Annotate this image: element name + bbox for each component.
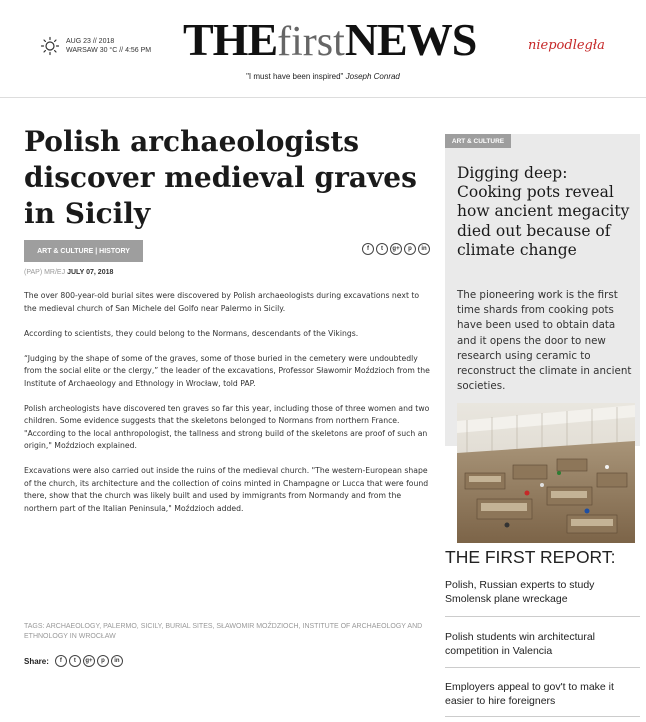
featured-category-tag[interactable]: ART & CULTURE xyxy=(445,134,511,148)
article-body xyxy=(24,290,434,528)
tagline-quote: "I must have been inspired" xyxy=(246,72,344,81)
tagline-author: Joseph Conrad xyxy=(345,72,400,81)
article-category-tag[interactable]: ART & CULTURE | HISTORY xyxy=(24,240,143,262)
article-paragraph: Polish archeologists have discovered ten graves so far this year, including those of three women and two children. Some evidence suggests that the skeletons belonged to Normans from northern France. "According to the local anthropologist, the tallness and strong build of the skeletons are proof of such an origin," Moździoch explained. xyxy=(24,403,430,450)
pinterest-icon[interactable]: p xyxy=(97,655,109,667)
report-link-3[interactable]: Employers appeal to gov't to make it easier to hire foreigners xyxy=(445,681,614,707)
sun-icon xyxy=(40,36,60,56)
logo-news: NEWS xyxy=(344,14,477,65)
twitter-icon[interactable]: t xyxy=(376,243,388,255)
share-bar-bottom xyxy=(24,655,123,667)
facebook-icon[interactable]: f xyxy=(55,655,67,667)
report-divider xyxy=(445,716,640,717)
article-paragraph: According to scientists, they could belong to the Normans, descendants of the Vikings. xyxy=(24,328,359,338)
article-source: (PAP) MR/EJ xyxy=(24,269,66,276)
article-paragraph: The over 800-year-old burial sites were discovered by Polish archaeologists during excavations next to the medieval church of San Michele del Golfo near Palermo in Sicily. xyxy=(24,291,420,313)
article-paragraph: Excavations were also carried out inside the ruins of the medieval church. "The western-European shape of the church, its architecture and the collection of coins minted in Champagne or Lucca that were found there, show that the church was likely built and used by immigrants from Normandy and from the northern part of the Italian Peninsula," Moździoch added. xyxy=(24,466,429,513)
google-plus-icon[interactable]: g+ xyxy=(390,243,402,255)
site-header xyxy=(0,0,646,98)
article-title: Polish archaeologists discover medieval graves in Sicily xyxy=(24,125,417,230)
report-divider xyxy=(445,616,640,617)
facebook-icon[interactable]: f xyxy=(362,243,374,255)
weather-date: AUG 23 // 2018 xyxy=(66,38,115,45)
niepodlegla-signature-logo[interactable]: niepodległa xyxy=(528,38,605,53)
article-date: JULY 07, 2018 xyxy=(67,269,114,276)
pinterest-icon[interactable]: p xyxy=(404,243,416,255)
first-report-heading: THE FIRST REPORT: xyxy=(445,547,616,567)
google-plus-icon[interactable]: g+ xyxy=(83,655,95,667)
article-paragraph: “Judging by the shape of some of the graves, some of those buried in the cemetery were undoubtedly from the social elite or the clergy,” the leader of the excavations, Professor Sławomir Moździoch from the Institute of Archaeology and Ethnology in Wrocław, told PAP. xyxy=(24,353,430,388)
tagline xyxy=(0,72,646,81)
linkedin-icon[interactable]: in xyxy=(418,243,430,255)
featured-story-summary: The pioneering work is the first time shards from cooking pots have been used to obtain data and it opens the door to new research using ceramic to reconstruct the climate in ancient societies. xyxy=(457,289,632,393)
share-icons-top xyxy=(362,243,430,255)
logo-the: THE xyxy=(183,14,278,65)
site-logo[interactable] xyxy=(183,15,476,65)
report-divider xyxy=(445,667,640,668)
weather-conditions: WARSAW 30 °C // 4:56 PM xyxy=(66,47,152,54)
article-tags[interactable]: TAGS: ARCHAEOLOGY, PALERMO, SICILY, BURIAL SITES, SŁAWOMIR MOŹDZIOCH, INSTITUTE OF ARCHAEOLOGY AND ETHNOLOGY IN WROCŁAW xyxy=(24,623,423,640)
weather-widget xyxy=(40,36,151,56)
twitter-icon[interactable]: t xyxy=(69,655,81,667)
report-link-2[interactable]: Polish students win architectural competition in Valencia xyxy=(445,631,595,657)
linkedin-icon[interactable]: in xyxy=(111,655,123,667)
report-link-1[interactable]: Polish, Russian experts to study Smolensk plane wreckage xyxy=(445,579,595,605)
featured-story-title[interactable]: Digging deep: Cooking pots reveal how ancient megacity died out because of climate change xyxy=(457,164,630,259)
logo-first: first xyxy=(277,19,345,65)
excavation-site-photo[interactable] xyxy=(457,403,635,543)
share-label: Share: xyxy=(24,656,49,666)
byline xyxy=(24,269,113,276)
